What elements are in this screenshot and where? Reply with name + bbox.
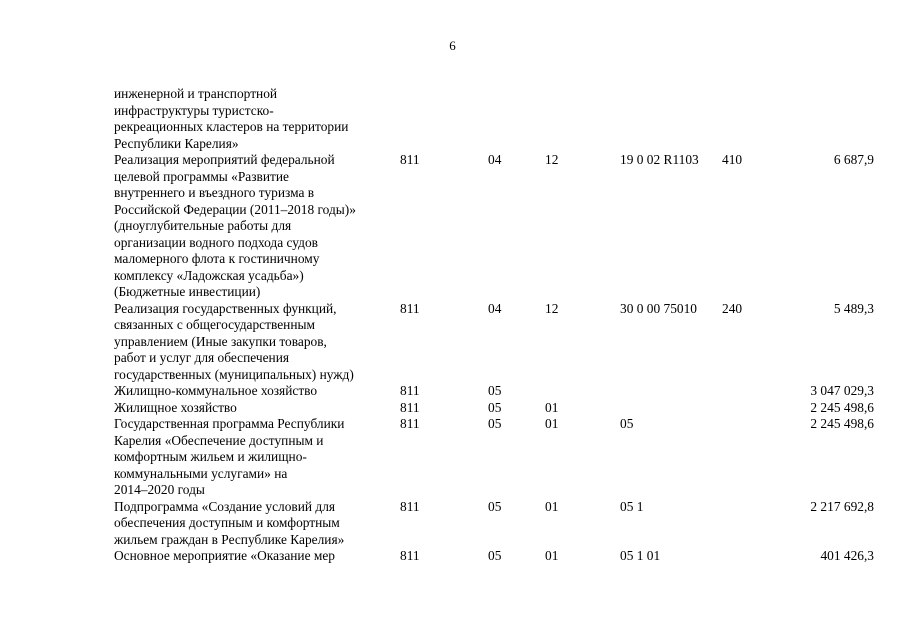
- subsection-code-cell: 12: [545, 152, 559, 167]
- section-code-cell: 05: [488, 498, 502, 514]
- description-line: организации водного подхода судов: [114, 234, 318, 250]
- expense-type-code-cell: 240: [722, 300, 743, 316]
- description-line: Реализация мероприятий федеральной: [114, 152, 335, 167]
- description-line: комплексу «Ладожская усадьба»): [114, 267, 304, 283]
- subsection-code-cell: 12: [545, 300, 559, 316]
- subsection-code-cell: 01: [545, 399, 559, 415]
- description-line: Жилищно-коммунальное хозяйство: [114, 383, 318, 398]
- amount-cell: 2 245 498,6: [810, 399, 874, 415]
- admin-code-cell: 811: [400, 152, 420, 167]
- subsection-code-cell: 01: [545, 548, 559, 563]
- admin-code-cell: 811: [400, 416, 420, 431]
- target-item-code-cell: 30 0 00 75010: [620, 300, 697, 316]
- table-row: [0, 548, 905, 565]
- table-row: [0, 152, 905, 301]
- subsection-code-cell: 01: [545, 416, 559, 431]
- description-line: целевой программы «Развитие: [114, 168, 289, 184]
- item-description: [114, 400, 394, 417]
- amount-cell: 2 245 498,6: [810, 416, 874, 431]
- section-code-cell: 04: [488, 152, 502, 167]
- table-row: [0, 301, 905, 384]
- description-line: управлением (Иные закупки товаров,: [114, 333, 327, 349]
- amount-cell: 401 426,3: [820, 548, 874, 563]
- section-code-cell: 05: [488, 416, 502, 431]
- budget-table: [0, 86, 905, 565]
- subsection-code-cell: 01: [545, 498, 559, 514]
- table-row: [0, 499, 905, 549]
- description-line: Подпрограмма «Создание условий для: [114, 498, 336, 514]
- amount-cell: 3 047 029,3: [810, 383, 874, 398]
- item-description: [114, 548, 394, 565]
- item-description: [114, 383, 394, 400]
- section-code-cell: 04: [488, 300, 502, 316]
- description-line: работ и услуг для обеспечения: [114, 350, 290, 365]
- amount-cell: 2 217 692,8: [810, 498, 874, 514]
- description-line: связанных с общегосударственным: [114, 317, 315, 332]
- table-row: [0, 86, 905, 152]
- description-line: (дноуглубительные работы для: [114, 218, 292, 233]
- target-item-code-cell: 19 0 02 R1103: [620, 152, 699, 167]
- table-row: [0, 383, 905, 400]
- item-description: [114, 416, 394, 499]
- description-line: (Бюджетные инвестиции): [114, 284, 261, 299]
- item-description: [114, 152, 394, 301]
- description-line: Основное мероприятие «Оказание мер: [114, 548, 335, 563]
- section-code-cell: 05: [488, 399, 502, 415]
- target-item-code-cell: 05 1: [620, 498, 644, 514]
- description-line: жильем граждан в Республике Карелия»: [114, 531, 345, 547]
- admin-code-cell: 811: [400, 399, 420, 415]
- description-line: Реализация государственных функций,: [114, 300, 337, 316]
- target-item-code-cell: 05 1 01: [620, 548, 661, 563]
- description-line: маломерного флота к гостиничному: [114, 251, 320, 266]
- table-row: [0, 416, 905, 499]
- admin-code-cell: 811: [400, 383, 420, 398]
- item-description: [114, 301, 394, 384]
- description-line: обеспечения доступным и комфортным: [114, 515, 340, 530]
- description-line: рекреационных кластеров на территории: [114, 119, 349, 134]
- table-row: [0, 400, 905, 417]
- description-line: Российской Федерации (2011–2018 годы)»: [114, 201, 356, 217]
- description-line: государственных (муниципальных) нужд): [114, 366, 354, 382]
- admin-code-cell: 811: [400, 548, 420, 563]
- target-item-code-cell: 05: [620, 416, 634, 431]
- section-code-cell: 05: [488, 383, 502, 398]
- item-description: [114, 499, 394, 549]
- description-line: инженерной и транспортной: [114, 86, 278, 101]
- description-line: Республики Карелия»: [114, 135, 239, 151]
- expense-type-code-cell: 410: [722, 152, 743, 167]
- description-line: Жилищное хозяйство: [114, 399, 237, 415]
- description-line: внутреннего и въездного туризма в: [114, 185, 315, 200]
- section-code-cell: 05: [488, 548, 502, 563]
- description-line: Государственная программа Республики: [114, 416, 345, 431]
- description-line: инфраструктуры туристско-: [114, 102, 274, 118]
- amount-cell: 6 687,9: [833, 152, 874, 167]
- description-line: 2014–2020 годы: [114, 482, 205, 497]
- amount-cell: 5 489,3: [833, 300, 874, 316]
- description-line: Карелия «Обеспечение доступным и: [114, 432, 324, 448]
- admin-code-cell: 811: [400, 300, 420, 316]
- description-line: коммунальными услугами» на: [114, 465, 288, 481]
- page-number: 6: [449, 38, 456, 53]
- description-line: комфортным жильем и жилищно-: [114, 449, 307, 464]
- item-description: [114, 86, 394, 152]
- admin-code-cell: 811: [400, 498, 420, 514]
